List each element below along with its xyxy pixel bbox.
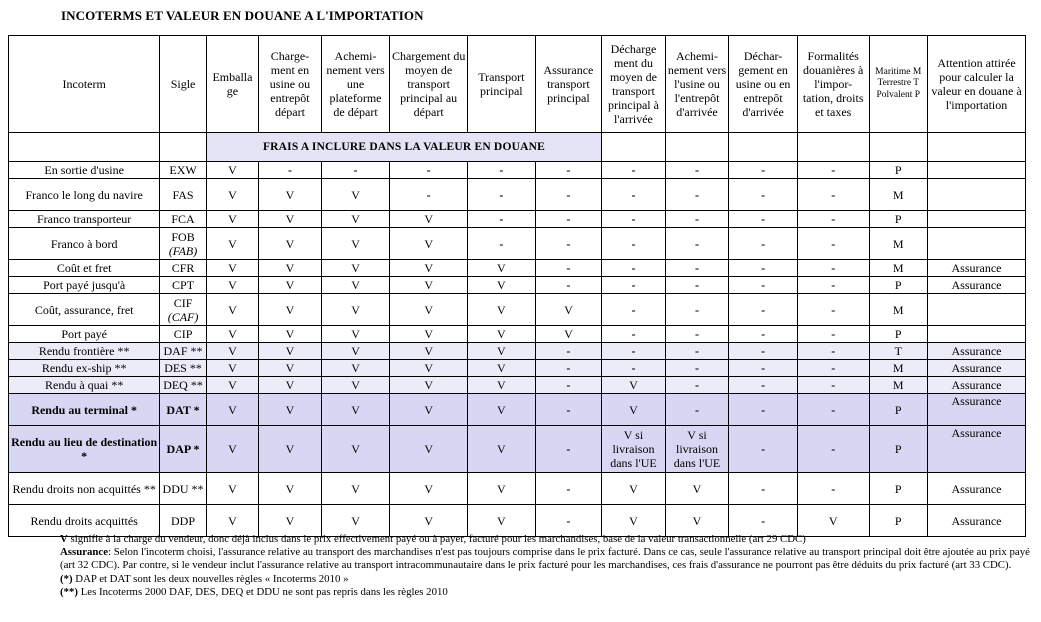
table-cell: - <box>665 162 729 179</box>
table-cell: - <box>797 426 869 473</box>
table-cell: - <box>729 162 798 179</box>
table-cell: V <box>321 505 390 537</box>
table-cell: - <box>602 343 666 360</box>
table-cell: V <box>259 260 322 277</box>
table-cell: M <box>869 179 928 211</box>
table-cell: V <box>206 473 258 505</box>
table-cell <box>160 343 206 360</box>
table-cell: V <box>468 326 536 343</box>
table-cell: V <box>390 343 468 360</box>
table-cell: - <box>729 211 798 228</box>
note-assurance <box>60 546 1040 572</box>
note-star2-text: Les Incoterms 2000 DAF, DES, DEQ et DDU ne sont pas repris dans les règles 2010 <box>78 585 448 598</box>
table-cell: Rendu au terminal * <box>9 394 160 426</box>
sigle-text: CPT <box>172 278 195 292</box>
table-cell: - <box>535 162 602 179</box>
table-cell: V <box>206 228 258 260</box>
table-cell: V <box>535 294 602 326</box>
table-cell: - <box>468 179 536 211</box>
table-cell: M <box>869 294 928 326</box>
table-cell: V <box>602 377 666 394</box>
table-row <box>9 228 1026 260</box>
table-cell: P <box>869 162 928 179</box>
table-cell: V <box>602 473 666 505</box>
sigle-alt-text: (CAF) <box>167 309 199 324</box>
table-cell: V <box>206 260 258 277</box>
table-cell: - <box>602 294 666 326</box>
header-cell: Formalités douanières à l'impor- tation, droits et taxes <box>797 36 869 133</box>
table-cell: - <box>797 211 869 228</box>
table-cell: - <box>729 179 798 211</box>
table-cell <box>928 162 1026 179</box>
table-cell: P <box>869 277 928 294</box>
table-cell <box>160 179 206 211</box>
table-cell: Port payé jusqu'à <box>9 277 160 294</box>
table-cell: - <box>468 162 536 179</box>
table-cell: Franco transporteur <box>9 211 160 228</box>
header-cell: Chargement du moyen de transport principal au départ <box>390 36 468 133</box>
table-cell: Rendu ex-ship ** <box>9 360 160 377</box>
table-row <box>9 343 1026 360</box>
table-cell: V <box>259 505 322 537</box>
table-cell: V <box>321 228 390 260</box>
table-cell: V <box>535 326 602 343</box>
table-cell <box>928 326 1026 343</box>
table-cell: Assurance <box>928 426 1026 473</box>
note-star2 <box>60 586 1040 599</box>
table-cell: - <box>797 162 869 179</box>
table-cell: V <box>259 326 322 343</box>
table-cell: En sortie d'usine <box>9 162 160 179</box>
header-cell: Assurance transport principal <box>535 36 602 133</box>
table-cell: V <box>206 162 258 179</box>
note-assurance-key: Assurance <box>60 546 108 559</box>
table-cell: Assurance <box>928 343 1026 360</box>
table-cell: V <box>390 377 468 394</box>
table-cell: - <box>729 260 798 277</box>
table-cell: V <box>206 360 258 377</box>
table-cell: Assurance <box>928 394 1026 426</box>
table-cell: Assurance <box>928 277 1026 294</box>
header-cell: Incoterm <box>9 36 160 133</box>
table-cell: - <box>797 377 869 394</box>
table-cell: P <box>869 505 928 537</box>
table-cell: V <box>321 426 390 473</box>
table-cell <box>160 473 206 505</box>
table-cell: Rendu frontière ** <box>9 343 160 360</box>
table-cell: - <box>729 277 798 294</box>
note-star1 <box>60 573 1040 586</box>
table-cell: - <box>468 228 536 260</box>
table-cell <box>160 360 206 377</box>
sigle-text: DDU ** <box>162 481 204 496</box>
table-cell: - <box>797 260 869 277</box>
table-cell: - <box>535 277 602 294</box>
table-cell: - <box>602 211 666 228</box>
table-cell: V si livraison dans l'UE <box>665 426 729 473</box>
table-cell: - <box>665 326 729 343</box>
table-cell: - <box>729 377 798 394</box>
table-cell: P <box>869 211 928 228</box>
table-cell: V <box>259 343 322 360</box>
note-v <box>60 533 1040 546</box>
table-cell: P <box>869 326 928 343</box>
table-cell: - <box>797 228 869 260</box>
table-cell: V <box>259 277 322 294</box>
table-cell: V <box>206 277 258 294</box>
table-cell: V <box>259 211 322 228</box>
table-row <box>9 162 1026 179</box>
table-cell <box>160 260 206 277</box>
table-cell: V <box>206 326 258 343</box>
table-cell: M <box>869 377 928 394</box>
table-cell: Rendu à quai ** <box>9 377 160 394</box>
table-cell <box>160 211 206 228</box>
table-cell: V <box>259 360 322 377</box>
table-cell: - <box>797 394 869 426</box>
table-cell: - <box>797 294 869 326</box>
frais-empty-cell <box>869 133 928 162</box>
table-cell: V <box>390 294 468 326</box>
table-cell: V <box>321 260 390 277</box>
sigle-text: FAS <box>172 187 194 202</box>
table-cell: - <box>729 473 798 505</box>
sigle-text: EXW <box>169 163 197 177</box>
table-cell: - <box>665 394 729 426</box>
table-row <box>9 505 1026 537</box>
note-assurance-text: : Selon l'incoterm choisi, l'assurance relative au transport des marchandises n'est pas toujours comprise dans le prix facturé. Dans ce cas, seule l'assurance relative au transport principal doit être ajoutée au prix payé (art 32 CDC). Par contre, si le vendeur inclut l'assurance relative au transport intracommunautaire dans le prix facturé pour les marchandises, ces frais d'assurance ne pourront pas être déduits du prix facturé (art 33 CDC). <box>60 546 1030 572</box>
header-cell: Maritime M Terrestre T Polvalent P <box>869 36 928 133</box>
table-cell: Franco le long du navire <box>9 179 160 211</box>
sigle-text: CIF <box>173 295 193 310</box>
sigle-text: DEQ ** <box>163 378 203 392</box>
table-cell: V <box>206 294 258 326</box>
table-cell: - <box>535 228 602 260</box>
sigle-alt-text: (FAB) <box>168 243 198 258</box>
table-cell: V <box>321 294 390 326</box>
table-cell: - <box>535 260 602 277</box>
table-cell: - <box>797 360 869 377</box>
table-cell: V <box>390 394 468 426</box>
header-row <box>9 36 1026 133</box>
table-cell: V <box>390 360 468 377</box>
note-v-key: V <box>60 533 68 545</box>
table-cell: - <box>665 211 729 228</box>
table-cell: - <box>665 179 729 211</box>
table-cell: Assurance <box>928 360 1026 377</box>
table-cell: Franco à bord <box>9 228 160 260</box>
table-cell: V <box>390 326 468 343</box>
header-cell: Achemi- nement vers une plateforme de départ <box>321 36 390 133</box>
table-cell: - <box>259 162 322 179</box>
table-cell: V <box>206 394 258 426</box>
table-cell: V <box>468 260 536 277</box>
table-cell: V <box>797 505 869 537</box>
table-cell: - <box>665 228 729 260</box>
note-v-text: signifie à la charge du vendeur, donc déjà inclus dans le prix effectivement payé ou à payer, facturé pour les marchandises, base de la valeur transactionnelle (art 29 CDC) <box>67 533 806 545</box>
header-cell: Déchar- gement en usine ou en entrepôt d'arrivée <box>729 36 798 133</box>
table-cell: V <box>321 343 390 360</box>
table-cell: V <box>468 394 536 426</box>
table-cell: Rendu droits acquittés <box>9 505 160 537</box>
table-cell: V <box>390 228 468 260</box>
table-cell: - <box>321 162 390 179</box>
table-cell: - <box>797 473 869 505</box>
sigle-text: CIP <box>173 327 193 341</box>
frais-row <box>9 133 1026 162</box>
table-cell: V <box>468 277 536 294</box>
table-cell <box>160 394 206 426</box>
table-cell: - <box>729 394 798 426</box>
table-cell: V <box>390 426 468 473</box>
table-cell: - <box>535 394 602 426</box>
table-cell: V <box>206 426 258 473</box>
table-cell: V <box>321 277 390 294</box>
table-cell: M <box>869 228 928 260</box>
table-cell: - <box>602 360 666 377</box>
table-cell: - <box>535 377 602 394</box>
table-cell: - <box>665 260 729 277</box>
header-cell: Transport principal <box>468 36 536 133</box>
table-cell: - <box>797 179 869 211</box>
table-cell: Assurance <box>928 377 1026 394</box>
table-cell <box>160 294 206 326</box>
frais-empty-cell <box>665 133 729 162</box>
table-cell: - <box>390 179 468 211</box>
table-cell: V <box>390 473 468 505</box>
table-cell: V <box>665 473 729 505</box>
table-cell: V <box>259 377 322 394</box>
table-cell: V <box>259 426 322 473</box>
table-cell: - <box>535 473 602 505</box>
table-cell <box>160 277 206 294</box>
table-cell: - <box>729 228 798 260</box>
frais-empty-cell <box>797 133 869 162</box>
sigle-text: DES ** <box>164 361 202 375</box>
table-cell: V si livraison dans l'UE <box>602 426 666 473</box>
table-cell: V <box>390 505 468 537</box>
note-star1-text: DAP et DAT sont les deux nouvelles règles « Incoterms 2010 » <box>72 572 349 585</box>
table-cell: - <box>535 211 602 228</box>
table-cell: - <box>535 179 602 211</box>
table-cell: - <box>602 260 666 277</box>
table-cell <box>160 228 206 260</box>
table-cell <box>160 326 206 343</box>
table-cell <box>160 505 206 537</box>
table-cell: - <box>535 360 602 377</box>
note-star2-key: (**) <box>60 585 78 598</box>
table-cell: V <box>468 426 536 473</box>
table-cell: V <box>390 260 468 277</box>
table-row <box>9 473 1026 505</box>
table-cell: - <box>729 505 798 537</box>
table-row <box>9 377 1026 394</box>
footnotes <box>60 533 1040 599</box>
table-row <box>9 179 1026 211</box>
table-cell: V <box>206 179 258 211</box>
header-cell: Attention attirée pour calculer la valeur en douane à l'importation <box>928 36 1026 133</box>
table-row <box>9 294 1026 326</box>
table-cell: - <box>729 426 798 473</box>
table-cell: V <box>602 394 666 426</box>
table-cell: - <box>602 179 666 211</box>
table-cell: V <box>468 377 536 394</box>
table-cell: - <box>390 162 468 179</box>
table-row <box>9 426 1026 473</box>
table-cell: - <box>665 377 729 394</box>
table-cell <box>160 426 206 473</box>
table-row <box>9 326 1026 343</box>
table-cell: - <box>729 343 798 360</box>
table-cell: V <box>468 343 536 360</box>
table-row <box>9 211 1026 228</box>
table-cell: V <box>259 228 322 260</box>
table-cell: V <box>321 326 390 343</box>
table-cell <box>928 179 1026 211</box>
table-cell: P <box>869 473 928 505</box>
header-cell: Emballa ge <box>206 36 258 133</box>
table-cell: V <box>390 211 468 228</box>
table-cell: V <box>468 505 536 537</box>
page-title: INCOTERMS ET VALEUR EN DOUANE A L'IMPORTATION <box>61 8 424 23</box>
table-cell: V <box>321 394 390 426</box>
sigle-text: FOB <box>171 229 195 244</box>
frais-label: FRAIS A INCLURE DANS LA VALEUR EN DOUANE <box>206 133 601 162</box>
table-cell <box>160 162 206 179</box>
table-cell: - <box>665 277 729 294</box>
frais-empty-cell <box>9 133 160 162</box>
table-cell: V <box>321 179 390 211</box>
sigle-text: DAF ** <box>163 344 203 358</box>
table-cell: V <box>206 377 258 394</box>
table-cell: V <box>206 505 258 537</box>
table-cell: V <box>665 505 729 537</box>
table-cell: - <box>665 294 729 326</box>
incoterms-table <box>8 35 1026 537</box>
table-cell: V <box>390 277 468 294</box>
table-cell: - <box>665 360 729 377</box>
table-cell: V <box>206 211 258 228</box>
table-cell: V <box>468 294 536 326</box>
sigle-text: DAP * <box>166 442 200 456</box>
frais-empty-cell <box>928 133 1026 162</box>
table-row <box>9 260 1026 277</box>
table-cell: V <box>321 360 390 377</box>
table-cell: V <box>321 473 390 505</box>
table-cell: V <box>602 505 666 537</box>
table-row <box>9 394 1026 426</box>
table-cell: V <box>259 394 322 426</box>
header-cell: Sigle <box>160 36 206 133</box>
table-cell: T <box>869 343 928 360</box>
table-cell: Coût et fret <box>9 260 160 277</box>
frais-empty-cell <box>729 133 798 162</box>
table-cell <box>160 377 206 394</box>
header-cell: Achemi- nement vers l'usine ou l'entrepôt d'arrivée <box>665 36 729 133</box>
table-cell: Coût, assurance, fret <box>9 294 160 326</box>
table-cell: - <box>797 343 869 360</box>
table-cell: - <box>729 326 798 343</box>
sigle-text: DAT * <box>166 402 200 417</box>
table-cell: - <box>602 326 666 343</box>
table-cell: P <box>869 426 928 473</box>
table-cell: - <box>535 343 602 360</box>
sigle-text: CFR <box>171 261 195 275</box>
table-cell: Port payé <box>9 326 160 343</box>
header-cell: Charge- ment en usine ou entrepôt départ <box>259 36 322 133</box>
frais-empty-cell <box>602 133 666 162</box>
frais-empty-cell <box>160 133 206 162</box>
table-cell <box>928 294 1026 326</box>
table-cell: - <box>665 343 729 360</box>
table-cell: - <box>535 505 602 537</box>
table-cell: Assurance <box>928 505 1026 537</box>
table-cell <box>928 228 1026 260</box>
table-cell: - <box>602 277 666 294</box>
table-cell: - <box>797 277 869 294</box>
table-cell: P <box>869 394 928 426</box>
table-cell <box>928 211 1026 228</box>
table-cell: - <box>468 211 536 228</box>
table-cell: Rendu au lieu de destination * <box>9 426 160 473</box>
table-cell: V <box>259 294 322 326</box>
sigle-text: FCA <box>171 212 195 226</box>
table-cell: Rendu droits non acquittés ** <box>9 473 160 505</box>
table-cell: M <box>869 260 928 277</box>
table-row <box>9 360 1026 377</box>
table-cell: - <box>729 294 798 326</box>
table-cell: M <box>869 360 928 377</box>
table-row <box>9 277 1026 294</box>
header-cell: Décharge ment du moyen de transport principal à l'arrivée <box>602 36 666 133</box>
sigle-text: DDP <box>171 513 196 528</box>
table-cell: V <box>259 179 322 211</box>
table-cell: V <box>321 211 390 228</box>
table-cell: - <box>729 360 798 377</box>
table-cell: - <box>602 228 666 260</box>
table-cell: - <box>797 326 869 343</box>
table-cell: V <box>206 343 258 360</box>
table-cell: V <box>468 473 536 505</box>
table-cell: - <box>535 426 602 473</box>
table-cell: Assurance <box>928 260 1026 277</box>
note-star1-key: (*) <box>60 572 73 585</box>
table-cell: - <box>602 162 666 179</box>
table-cell: V <box>259 473 322 505</box>
table-cell: V <box>321 377 390 394</box>
table-cell: V <box>468 360 536 377</box>
table-cell: Assurance <box>928 473 1026 505</box>
